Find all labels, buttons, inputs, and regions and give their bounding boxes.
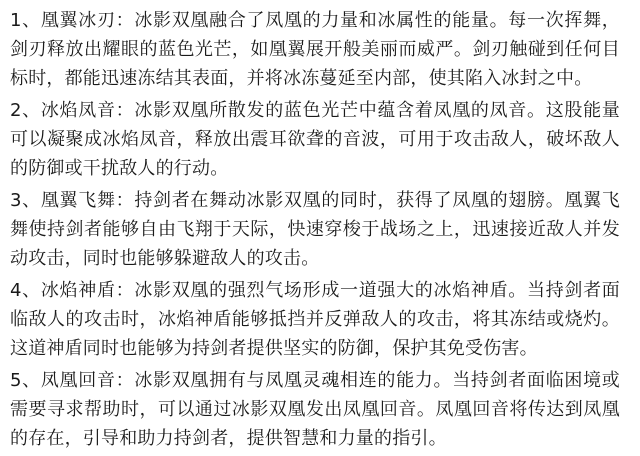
ability-paragraph-3: 3、凰翼飞舞：持剑者在舞动冰影双凰的同时，获得了凤凰的翅膀。凰翼飞舞使持剑者能够自由飞翔于天际，快速穿梭于战场之上，迅速接近敌人并发动攻击，同时也能够躲避敌人的攻击。 — [10, 190, 620, 269]
ability-paragraph-2: 2、冰焰凤音：冰影双凰所散发的蓝色光芒中蕴含着凤凰的凤音。这股能量可以凝聚成冰焰凤音，释放出震耳欲聋的音波，可用于攻击敌人，破坏敌人的防御或干扰敌人的行动。 — [10, 100, 620, 179]
document-body — [10, 6, 620, 456]
ability-paragraph-4: 4、冰焰神盾：冰影双凰的强烈气场形成一道强大的冰焰神盾。当持剑者面临敌人的攻击时，冰焰神盾能够抵挡并反弹敌人的攻击，将其冻结或烧灼。这道神盾同时也能够为持剑者提供坚实的防御，保护其免受伤害。 — [10, 280, 620, 359]
ability-paragraph-1: 1、凰翼冰刃：冰影双凰融合了凤凰的力量和冰属性的能量。每一次挥舞，剑刃释放出耀眼的蓝色光芒，如凰翼展开般美丽而威严。剑刃触碰到任何目标时，都能迅速冻结其表面，并将冰冻蔓延至内部，使其陷入冰封之中。 — [10, 10, 620, 89]
ability-paragraph-5: 5、凤凰回音：冰影双凰拥有与凤凰灵魂相连的能力。当持剑者面临困境或需要寻求帮助时，可以通过冰影双凰发出凤凰回音。凤凰回音将传达到凤凰的存在，引导和助力持剑者，提供智慧和力量的指引。 — [10, 370, 620, 449]
